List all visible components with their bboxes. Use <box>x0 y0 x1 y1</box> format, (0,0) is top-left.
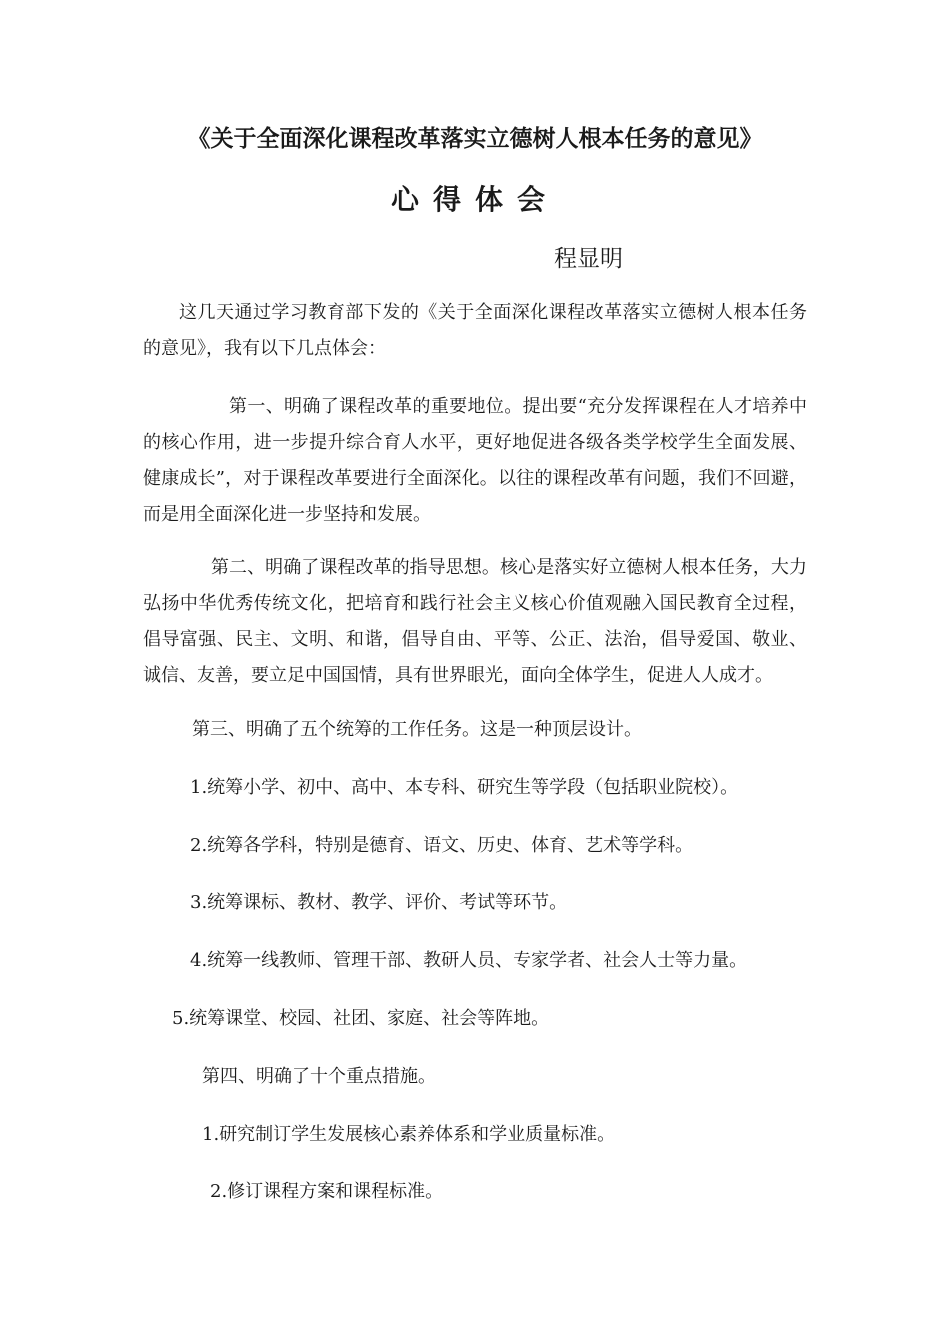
point-3-item-1: 1.统筹小学、初中、高中、本专科、研究生等学段（包括职业院校）。 <box>190 777 739 798</box>
point-3-item-3: 3.统筹课标、教材、教学、评价、考试等环节。 <box>190 892 568 913</box>
document-subtitle: 心得体会 <box>390 183 559 216</box>
point-3-item-2: 2.统筹各学科，特别是德育、语文、历史、体育、艺术等学科。 <box>190 835 694 856</box>
intro-paragraph: 这几天通过学习教育部下发的《关于全面深化课程改革落实立德树人根本任务的意见》，我有以下几点体会： <box>143 302 807 359</box>
point-4-item-1: 1.研究制订学生发展核心素养体系和学业质量标准。 <box>202 1124 616 1145</box>
point-3-heading: 第三、明确了五个统筹的工作任务。这是一种顶层设计。 <box>192 719 642 740</box>
point-3-item-4: 4.统筹一线教师、管理干部、教研人员、专家学者、社会人士等力量。 <box>190 950 748 971</box>
point-4-item-2: 2.修订课程方案和课程标准。 <box>210 1181 444 1202</box>
point-2-paragraph: 第二、明确了课程改革的指导思想。核心是落实好立德树人根本任务，大力弘扬中华优秀传统文化，把培育和践行社会主义核心价值观融入国民教育全过程，倡导富强、民主、文明、和谐，倡导自由、平等、公正、法治，倡导爱国、敬业、诚信、友善，要立足中国国情，具有世界眼光，面向全体学生，促进人人成才。 <box>143 557 807 686</box>
point-3-item-5: 5.统筹课堂、校园、社团、家庭、社会等阵地。 <box>172 1008 550 1029</box>
document-title: 《关于全面深化课程改革落实立德树人根本任务的意见》 <box>187 126 763 152</box>
point-1-paragraph: 第一、明确了课程改革的重要地位。提出要“充分发挥课程在人才培养中的核心作用，进一步提升综合育人水平，更好地促进各级各类学校学生全面发展、健康成长”，对于课程改革要进行全面深化。以往的课程改革有问题，我们不回避，而是用全面深化进一步坚持和发展。 <box>143 396 807 525</box>
point-4-heading: 第四、明确了十个重点措施。 <box>202 1066 436 1087</box>
document-author: 程显明 <box>554 246 623 272</box>
